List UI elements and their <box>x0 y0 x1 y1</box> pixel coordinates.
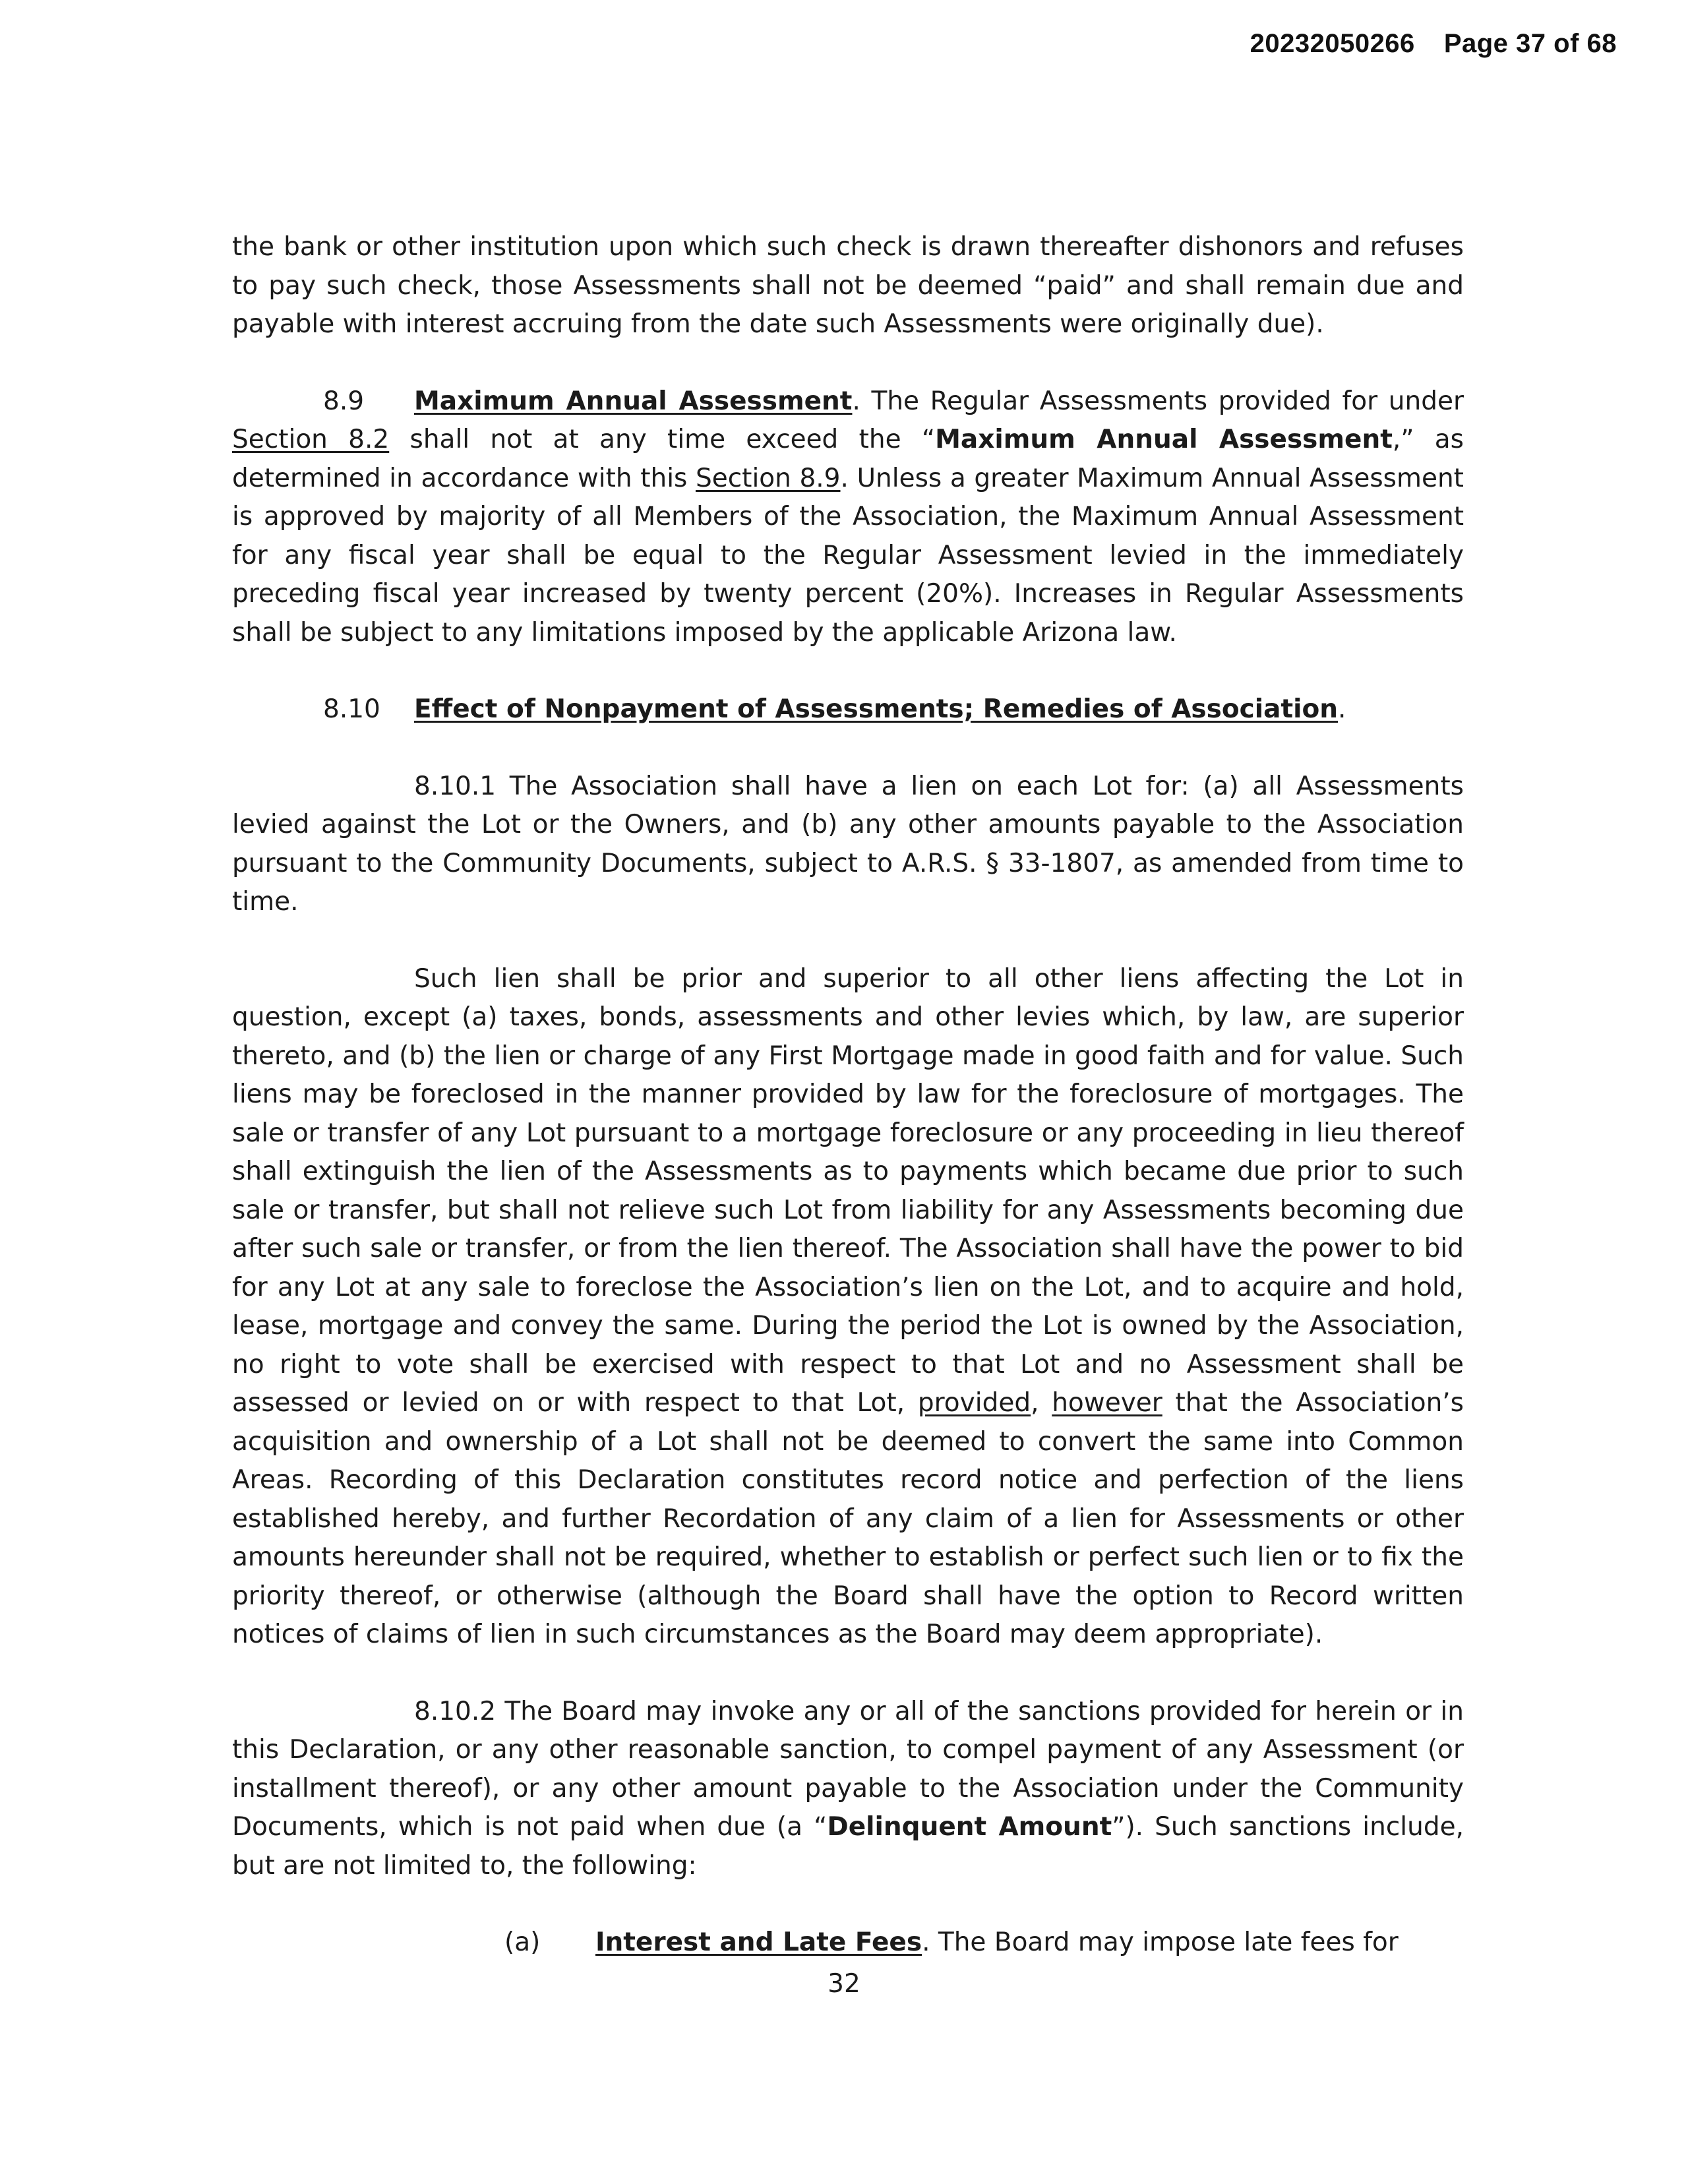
document-number: 20232050266 <box>1250 29 1415 58</box>
page-indicator: Page 37 of 68 <box>1443 29 1617 58</box>
subsection-number: 8.10.2 <box>414 1696 497 1726</box>
subsection-text: The Board may invoke any or all of the sanctions provided for herein or in this Declaration, or any other reasonable sanction, to compel payment of any Assessment (or installment thereof), or any other amount payable to the Association under the Community Documents, which is not paid when due (a “ <box>232 1696 1464 1842</box>
section-number: 8.10 <box>323 694 380 724</box>
item-label: (a) <box>504 1927 541 1957</box>
emphasis-however: however <box>1052 1388 1162 1418</box>
item-title: Interest and Late Fees <box>595 1927 922 1957</box>
section-number: 8.9 <box>323 386 365 416</box>
section-reference: Section 8.2 <box>232 425 390 454</box>
section-text: ,” as determined in accordance with this <box>232 425 1464 493</box>
section-8-10-heading <box>232 690 1464 729</box>
subsection-text: The Association shall have a lien on each Lot for: (a) all Assessments levied against the Lot or the Owners, and (b) any other amounts payable to the Association pursuant to the Community Documents, subject to A.R.S. § 33-1807, as amended from time to time. <box>232 771 1464 917</box>
page-number: 32 <box>828 1969 860 1999</box>
section-title: Effect of Nonpayment of Assessments; Remedies of Association <box>414 694 1339 724</box>
section-title: Maximum Annual Assessment <box>414 386 853 416</box>
section-text: . <box>1338 694 1346 724</box>
paragraph-text: that the Association’s acquisition and ownership of a Lot shall not be deemed to convert the same into Common Areas. Recording of this Declaration constitutes record notice and perfection of the liens established hereby, and further Recordation of any claim of a lien for Assessments or other amounts hereunder shall not be required, whether to establish or perfect such lien or to fix the priority thereof, or otherwise (although the Board shall have the option to Record written notices of claims of lien in such circumstances as the Board may deem appropriate). <box>232 1388 1464 1649</box>
section-reference: Section 8.9 <box>695 463 841 493</box>
subsection-text: ”). Such sanctions include, but are not limited to, the following: <box>232 1812 1464 1881</box>
defined-term: Delinquent Amount <box>827 1812 1112 1842</box>
section-8-10-1 <box>232 768 1464 922</box>
emphasis-provided: provided <box>917 1388 1031 1418</box>
section-8-9 <box>232 382 1464 653</box>
item-content <box>595 1924 1399 1962</box>
paragraph-continued <box>232 228 1464 344</box>
section-text: shall not at any time exceed the “ <box>389 425 936 454</box>
section-8-10-2 <box>232 1693 1464 1886</box>
lien-priority-paragraph <box>232 960 1464 1654</box>
item-a <box>232 1924 1464 1962</box>
paragraph-text: the bank or other institution upon which such check is drawn thereafter dishonors and refuses to pay such check, those Assessments shall not be deemed “paid” and shall remain due and payable with interest accruing from the date such Assessments were originally due). <box>232 232 1464 339</box>
subsection-number: 8.10.1 <box>414 771 497 801</box>
recording-stamp <box>1250 29 1617 59</box>
item-text: . The Board may impose late fees for <box>922 1927 1399 1957</box>
item-line <box>595 1924 1464 1962</box>
section-text: . The Regular Assessments provided for under <box>852 386 1464 416</box>
paragraph-text: Such lien shall be prior and superior to all other liens affecting the Lot in question, except (a) taxes, bonds, assessments and other levies which, by law, are superior thereto, and (b) the lien or charge of any First Mortgage made in good faith and for value. Such liens may be foreclosed in the manner provided by law for the foreclosure of mortgages. The sale or transfer of any Lot pursuant to a mortgage foreclosure or any proceeding in lieu thereof shall extinguish the lien of the Assessments as to payments which became due prior to such sale or transfer, but shall not relieve such Lot from liability for any Assessments becoming due after such sale or transfer, or from the lien thereof. The Association shall have the power to bid for any Lot at any sale to foreclose the Association’s lien on the Lot, and to acquire and hold, lease, mortgage and convey the same. During the period the Lot is owned by the Association, no right to vote shall be exercised with respect to that Lot and no Assessment shall be assessed or levied on or with respect to that Lot, <box>232 963 1464 1418</box>
defined-term: Maximum Annual Assessment <box>935 425 1393 454</box>
section-text: . Unless a greater Maximum Annual Assessment is approved by majority of all Members of the Association, the Maximum Annual Assessment for any fiscal year shall be equal to the Regular Assessment levied in the immediately preceding fiscal year increased by twenty percent (20%). Increases in Regular Assessments shall be subject to any limitations imposed by the applicable Arizona law. <box>232 463 1464 648</box>
document-body <box>232 228 1464 1962</box>
paragraph-text: , <box>1031 1388 1052 1418</box>
